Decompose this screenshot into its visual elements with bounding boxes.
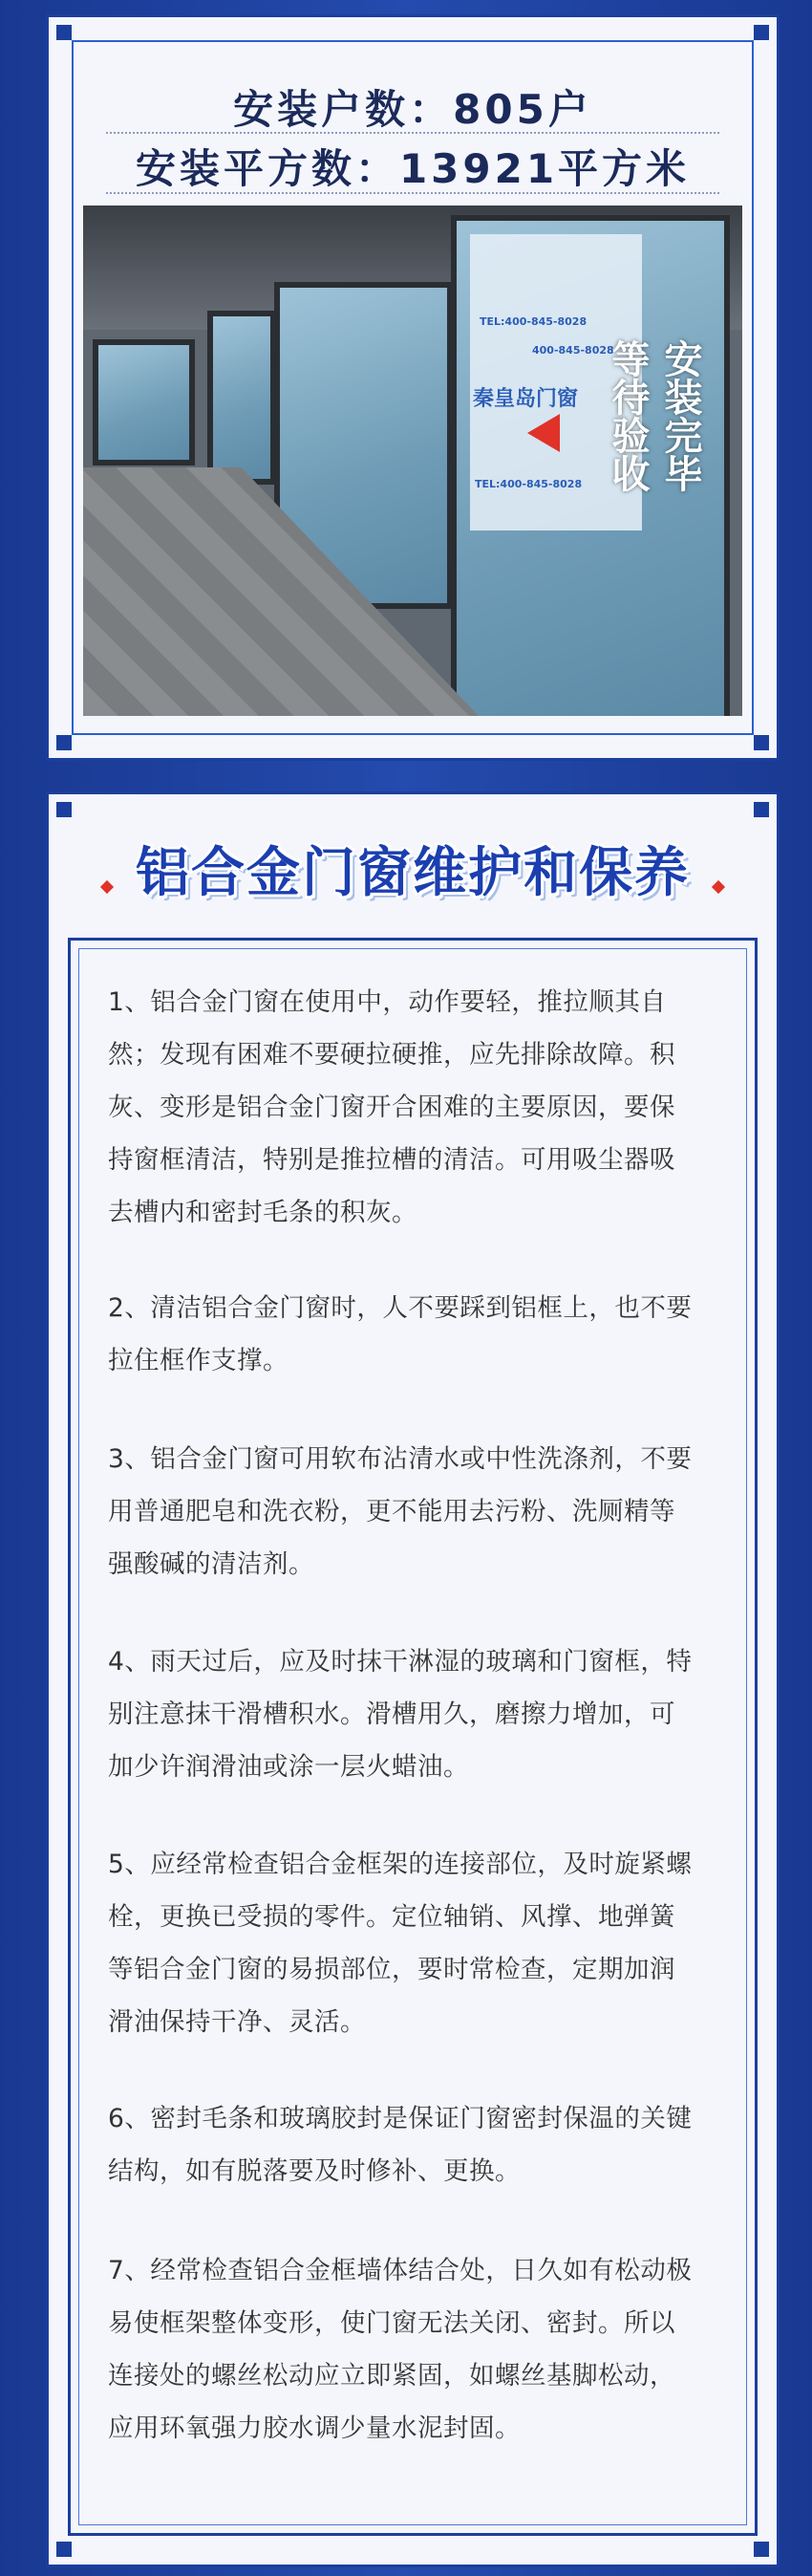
corner-decoration (754, 2542, 769, 2557)
paragraph-4: 4、雨天过后，应及时抹干淋湿的玻璃和门窗框，特别注意抹干滑槽积水。滑槽用久，磨擦力增加，可加少许润滑油或涂一层火蜡油。 (108, 1647, 693, 1782)
paragraph-7: 7、经常检查铝合金框墙体结合处，日久如有松动极易使框架整体变形，使门窗无法关闭、密封。所以连接处的螺丝松动应立即紧固，如螺丝基脚松动，应用环氧强力胶水调少量水泥封固。 (108, 2256, 693, 2443)
paragraph-6: 6、密封毛条和玻璃胶封是保证门窗密封保温的关键结构，如有脱落要及时修补、更换。 (108, 2104, 693, 2186)
install-stats-card (46, 14, 780, 761)
photo-tape-text: 400-845-8028 (532, 344, 614, 357)
households-count: 安装户数：805户 (233, 86, 592, 133)
divider (106, 192, 719, 194)
installed-window-photo (83, 206, 742, 716)
section-title: 铝合金门窗维护和保养 (136, 842, 690, 904)
corner-decoration (56, 2542, 72, 2557)
photo-window-pane (93, 339, 195, 465)
paragraph-5: 5、应经常检查铝合金框架的连接部位，及时旋紧螺栓，更换已受损的零件。定位轴销、风撑、地弹簧等铝合金门窗的易损部位，要时常检查，定期加润滑油保持干净、灵活。 (108, 1850, 693, 2037)
title-bullet-icon (712, 879, 725, 893)
paragraph-1: 1、铝合金门窗在使用中，动作要轻，推拉顺其自然；发现有困难不要硬拉硬推，应先排除故障。积灰、变形是铝合金门窗开合困难的主要原因，要保持窗框清洁，特别是推拉槽的清洁。可用吸尘器吸去槽内和密封毛条的积灰。 (108, 987, 675, 1227)
corner-decoration (56, 25, 72, 40)
photo-window-pane (207, 311, 276, 485)
corner-decoration (754, 25, 769, 40)
maintenance-card (46, 791, 780, 2567)
corner-decoration (754, 735, 769, 750)
red-arrow-icon (527, 414, 560, 452)
corner-decoration (754, 802, 769, 817)
corner-decoration (56, 802, 72, 817)
divider (106, 132, 719, 134)
title-bullet-icon (100, 879, 114, 893)
photo-tape-text: TEL:400-845-8028 (475, 478, 583, 490)
photo-label-installed: 安装完毕 (658, 339, 702, 492)
photo-label-awaiting: 等待验收 (606, 339, 650, 492)
paragraph-3: 3、铝合金门窗可用软布沾清水或中性洗涤剂，不要用普通肥皂和洗衣粉，更不能用去污粉、洗厕精等强酸碱的清洁剂。 (108, 1444, 693, 1579)
section-header (49, 831, 777, 907)
paragraph-2: 2、清洁铝合金门窗时，人不要踩到铝框上，也不要拉住框作支撑。 (108, 1293, 693, 1375)
photo-tape-text: 秦皇岛门窗 (473, 387, 579, 411)
installed-area: 安装平方数：13921平方米 (135, 145, 691, 192)
corner-decoration (56, 735, 72, 750)
photo-tape-text: TEL:400-845-8028 (480, 315, 588, 328)
